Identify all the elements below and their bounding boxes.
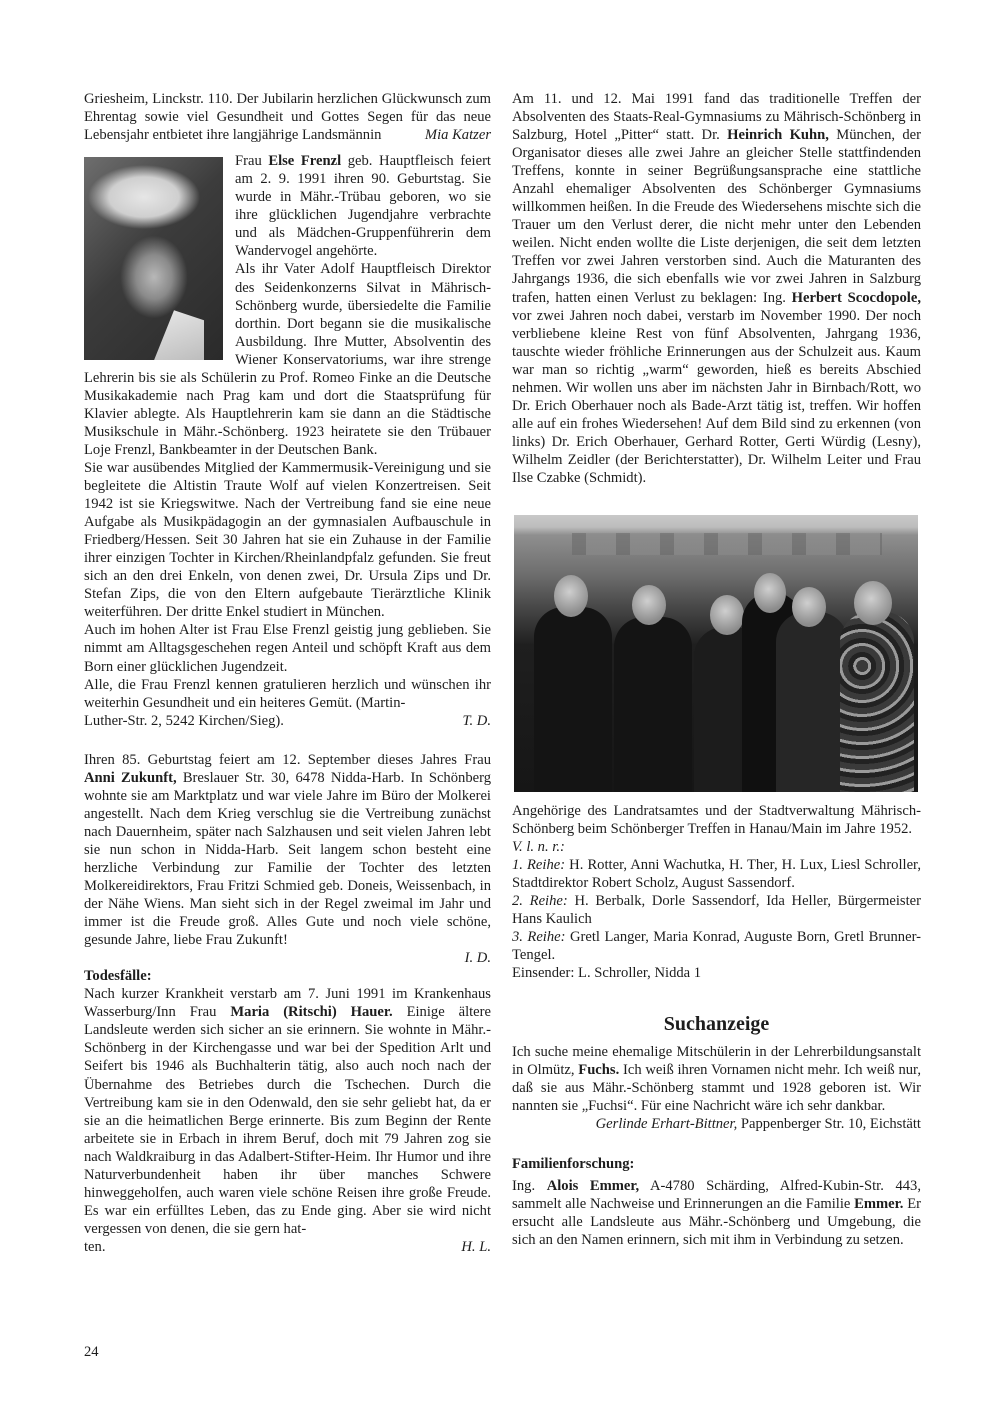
caption-row-1: 1. Reihe: H. Rotter, Anni Wachutka, H. Ther, H. Lux, Liesl Schroller, Stadtdirektor Robert Scholz, August Sassendorf.: [512, 857, 921, 892]
person-name: Anni Zukunft,: [84, 769, 177, 786]
photo-person-head: [632, 585, 666, 625]
photo-person-head: [792, 587, 826, 627]
photo-caption: [512, 802, 921, 982]
birthday-greeting-intro: Griesheim, Linckstr. 110. Der Jubilarin herzlichen Glückwunsch zum Ehrentag sowie viel Gesundheit und Gottes Segen für das neue Lebensjahr entbietet ihre langjährige Landsmännin: [84, 91, 491, 144]
person-name: Else Frenzl: [268, 153, 342, 170]
right-column: [512, 90, 921, 1249]
signature: T. D.: [462, 712, 491, 729]
portrait-photo-else-frenzl: [84, 157, 223, 360]
section-heading-deaths: Todesfälle:: [84, 968, 152, 985]
signature: H. L.: [461, 1238, 491, 1255]
person-name: Heinrich Kuhn,: [727, 127, 829, 144]
signature: Mia Katzer: [424, 127, 491, 144]
deaths-paragraph: Nach kurzer Krankheit verstarb am 7. Juni 1991 im Krankenhaus Wasserburg/Inn Frau Maria (Ritschi) Hauer. Einige ältere Landsleute werden sich sicher an sie erinnern. Sie wohnte in Mähr.-Schönberg in der Kirchengasse und war bei der Spedition Arlt und Seifert bis 1946 als Buchhalterin tätig, also auch noch nach der Übernahme des Betriebes durch die Tschechen. Durch die Vertreibung kam sie in den Odenwald, den sie sehr geliebt hat, da er sie an die heimatlichen Berge erinnerte. Bis zum Beginn der Rente arbeitete sie in Erbach in ihrem Beruf, doch mit 79 Jahren zog sie nach Waldkraiburg in das Adalbert-Stifter-Heim. Ihr Humor und ihre Naturverbundenheit haben ihr über manches Schwere hinweggeholfen, auch waren viele schöne Reisen ihre große Freude. Es war ein erfülltes Leben, das zu Ende ging. Aber sie wird nicht vergessen von denen, die sie gern hat-: [84, 986, 491, 1237]
signature-line: Luther-Str. 2, 5242 Kirchen/Sieg). T. D.: [84, 712, 491, 729]
photo-person-head: [710, 595, 744, 635]
caption-vlnr: V. l. n. r.:: [512, 839, 565, 856]
caption-row-2: 2. Reihe: H. Berbalk, Dorle Sassendorf, Ida Heller, Bürgermeister Hans Kaulich: [512, 893, 921, 928]
photo-wall-frieze: [572, 533, 882, 555]
photo-person: [840, 612, 914, 792]
signature-line: [84, 949, 491, 967]
person-name: Maria (Ritschi) Hauer.: [230, 1004, 393, 1021]
person-name: Fuchs.: [578, 1061, 620, 1078]
signature-line: ten. H. L.: [84, 1238, 491, 1255]
search-ad-signature: Gerlinde Erhart-Bittner, Pappenberger Str. 10, Eichstätt: [595, 1115, 921, 1132]
frenzl-paragraph-1: Frau Else Frenzl geb. Hauptfleisch feiert am 2. 9. 1991 ihren 90. Geburtstag. Sie wurde in Mähr.-Trübau geboren, wo sie ihre glücklichen Jugendjahre verbrachte und als Mädchen-Gruppenführerin dem Wandervogel angehörte.: [235, 153, 491, 260]
search-ad-paragraph: Ich suche meine ehemalige Mitschülerin in der Lehrerbildungsanstalt in Olmütz, Fuchs. Ich weiß ihren Vornamen nicht mehr. Ich weiß nur, daß sie aus Mähr.-Schönberg stammt und 1928 geboren ist. Wir nannten sie „Fuchsi“. Für eine Nachricht wäre ich sehr dankbar.: [512, 1043, 921, 1114]
person-name: Alois Emmer,: [546, 1177, 640, 1194]
photo-person: [534, 607, 612, 792]
section-heading-genealogy: Familienforschung:: [512, 1155, 635, 1172]
zukunft-paragraph: Ihren 85. Geburtstag feiert am 12. September dieses Jahres Frau Anni Zukunft, Breslauer Str. 30, 6478 Nidda-Harb. In Schönberg wohnte sie am Marktplatz und war viele Jahre im Büro der Molkerei angestellt. Nach dem Krieg verschlug sie die Vertreibung zunächst nach Dauernheim, später nach Salzhausen und seit vielen Jahren lebt sie nun schon in Nidda-Harb. Seit langem schon besteht eine herzliche Verbindung zur Familie der Tochter des letzten Molkereidirektors, Frau Fritzi Schmied geb. Doneis, Weissenbach, in der Nähe Wiens. Man sieht sich in der Regel zweimal im Jahr und immer ist die Freude groß. Alles Gute und noch viele schöne, gesunde Jahre, liebe Frau Zukunft!: [84, 751, 491, 949]
frenzl-paragraph-5: Alle, die Frau Frenzl kennen gratulieren herzlich und wünschen ihr weiterhin Gesundheit und ein heiteres Gemüt. (Martin-: [84, 676, 491, 711]
caption-text: Angehörige des Landratsamtes und der Stadtverwaltung Mährisch-Schönberg beim Schönberger Treffen in Hanau/Main im Jahre 1952.: [512, 803, 921, 838]
caption-row-3: 3. Reihe: Gretl Langer, Maria Konrad, Auguste Born, Gretl Brunner-Tengel.: [512, 929, 921, 964]
signature: I. D.: [464, 950, 491, 967]
page-number: 24: [84, 1344, 99, 1360]
frenzl-paragraph-3: Sie war ausübendes Mitglied der Kammermusik-Vereinigung und sie begleitete die Altistin Traute Wolf auf vielen Konzertreisen. Seit 1942 ist sie Kriegswitwe. Nach der Vertreibung fand sie eine neue Aufgabe als Musikpädagogin an der gymnasialen Aufbauschule in Friedberg/Hessen. Seit 30 Jahren hat sie ein Zuhause in der Familie ihrer einzigen Tochter in Kirchen/Rheinlandpfalz gefunden. Sie freut sich an den drei Enkeln, von denen zwei, Dr. Ursula Zips und Dr. Stefan Zips, die von den Eltern aufgebaute Tierärztliche Klinik weiterführen. Der dritte Enkel studiert in München.: [84, 459, 491, 621]
photo-person: [614, 617, 692, 792]
reunion-paragraph: Am 11. und 12. Mai 1991 fand das traditionelle Treffen der Absolventen des Staats-Real-Gymnasiums zu Mährisch-Schönberg in Salzburg, Hotel „Pitter“ statt. Dr. Heinrich Kuhn, München, der Organisator dieses alle zwei Jahre an gleicher Stelle stattfindenden Treffens, konnte in seiner Begrüßungsansprache eine stattliche Anzahl ehemaliger Absolventen des Schönberger Gymnasiums willkommen heißen. In die Freude des Wiedersehens mischte sich die Trauer um den Verlust derer, die nicht mehr unter den Lebenden weilen. Nicht enden wollte die Liste derjenigen, die seit dem letzten Treffen vor zwei Jahren verstorben sind. Auch die Maturanten des Jahrgangs 1936, die sich ebenfalls wie vor zwei Jahren in Salzburg trafen, hatten einen Verlust zu beklagen: Ing. Herbert Scocdopole, vor zwei Jahren noch dabei, verstarb im November 1990. Der noch verbliebene kleine Rest von fünf Absolventen, Jahrgang 1936, tauschte wieder fröhliche Erinnerungen aus der Schulzeit aus. Kaum war man so richtig „warm“ geworden, hieß es bereits Abschied nehmen. Wir wollen uns aber im nächsten Jahr in Birnbach/Rott, wo Dr. Erich Oberhauer noch als Bade-Arzt tätig ist, treffen. Wir hoffen alle auf ein frohes Wiedersehen! Auf dem Bild sind zu erkennen (von links) Dr. Erich Oberhauer, Gerhard Rotter, Gerti Würdig (Lesny), Wilhelm Zeidler (der Berichterstatter), Dr. Wilhelm Leiter und Frau Ilse Czabke (Schmidt).: [512, 91, 921, 486]
photo-person-head: [754, 573, 786, 613]
photo-person-head: [554, 575, 588, 617]
frenzl-paragraph-4: Auch im hohen Alter ist Frau Else Frenzl geistig jung geblieben. Sie nimmt am Alltagsgeschehen regen Anteil und schöpft Kraft aus dem Born einer glücklichen Jugendzeit.: [84, 622, 491, 675]
group-photo: [514, 515, 918, 792]
genealogy-paragraph: Ing. Alois Emmer, A-4780 Schärding, Alfred-Kubin-Str. 443, sammelt alle Nachweise und Erinnerungen an die Familie Emmer. Er ersucht alle Landsleute aus Mähr.-Schönberg und Umgebung, die sich an den Namen erinnern, sich mit ihm in Verbindung zu setzen.: [512, 1177, 921, 1248]
photo-person: [776, 612, 848, 792]
family-name: Emmer.: [854, 1195, 904, 1212]
section-heading-search-ad: Suchanzeige: [663, 1012, 770, 1035]
photo-person-head: [854, 581, 892, 625]
caption-sender: Einsender: L. Schroller, Nidda 1: [512, 965, 702, 982]
person-name: Herbert Scocdopole,: [791, 289, 921, 306]
left-column: [84, 90, 491, 1256]
frenzl-paragraph-2: Als ihr Vater Adolf Hauptfleisch Direktor des Seidenkonzerns Silvat in Mährisch-Schönberg wurde, übersiedelte die Familie dorthin. Dort begann sie die musikalische Ausbildung. Ihre Mutter, Absolventin des Wiener Konservatoriums, war ihre strenge Lehrerin bis sie als Schülerin zu Prof. Romeo Finke an die Deutsche Musikakademie nach Prag kam und dort die Staatsprüfung für Klavier ablegte. Als Hauptlehrerin kam sie dann an die Städtische Musikschule in Mähr.-Schönberg. 1923 heiratete sie den Trübauer Loje Frenzl, Bankbeamter in der Deutschen Bank.: [84, 261, 491, 458]
